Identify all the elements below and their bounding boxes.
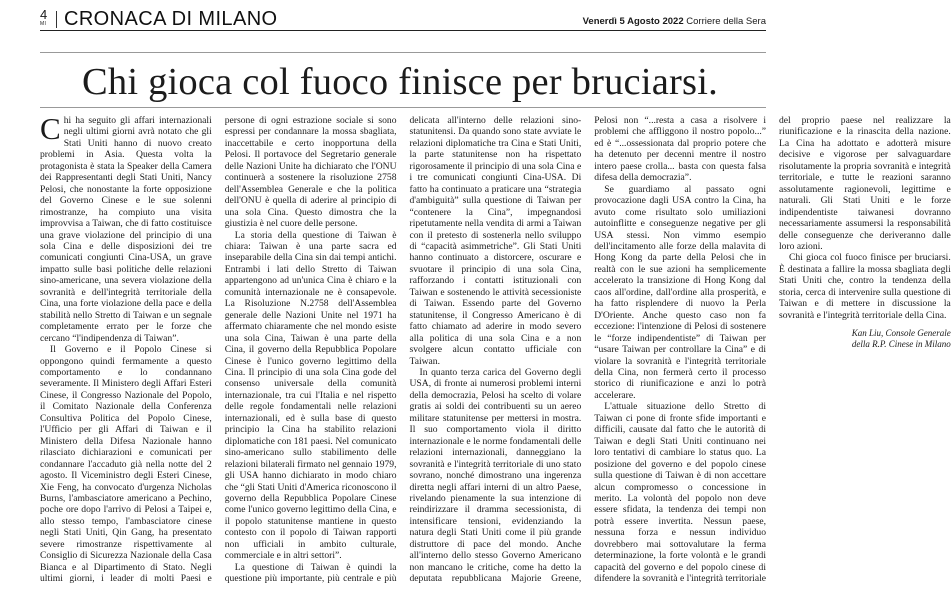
article-paragraph-8: Chi gioca col fuoco finisce per bruciarsi. È destinata a fallire la mossa sbagliata degli Stati Uniti che, contro la tendenza della storia, cerca di intervenire sulla questione di Taiwan e di mettere in discussione la sovranità e l'integrità territoriale della Cina. (779, 252, 951, 321)
signature-name: Kan Liu, Console Generale (851, 328, 951, 339)
signature-role: della R.P. Cinese in Milano (851, 338, 951, 349)
article-paragraph-7: L'attuale situazione dello Stretto di Taiwan ci pone di fronte sfide importanti e difficili, causate dal fatto che le autorità di Taiwan e degli Stati Uniti continuano nei loro tentativi di cambiare lo status quo. La posizione del governo e del popolo cinese sulla questione di Taiwan è di non accettare alcun compromesso o concessione in merito. La volontà del popolo non deve essere sfidata, la tendenza dei tempi non potrà essere invertita. Nessun paese, nessuna forza e nessun individuo dovrebbero mai sottovalutare la ferma determinazione, la forte volontà e le grandi capacità del governo e del popolo cinese di difendere la sovranità e l'integrità territoriale del proprio paese nel realizzare la riunificazione e la rinascita della nazione. La Cina ha adottato e adotterà misure decisive e vigorose per salvaguardare risolutamente la propria sovranità e integrità territoriale, e tutte le reazioni saranno assolutamente ragionevoli, legittime e naturali. Gli Stati Uniti e le forze indipendentiste taiwanesi dovranno necessariamente assumersi la responsabilità delle conseguenze che deriveranno dalle loro azioni. (594, 115, 951, 585)
headline-rule-bottom (40, 107, 766, 108)
page-number-value: 4 (40, 7, 48, 22)
headline-rule-top (40, 52, 766, 53)
article-paragraph-2: Il Governo e il Popolo Cinese si oppongono quindi fermamente a questo comportamento e lo condannano severamente. Il Ministero degli Affari Esteri Cinese, il Congresso Nazionale del Popolo, il Comitato Nazionale della Conferenza Consultiva Politica del Popolo Cinese, l'Ufficio per gli Affari di Taiwan e il Ministero della Difesa Nazionale hanno rilasciato dichiarazioni e comunicati per condannare l'accaduto già nella notte del 2 agosto. Il Viceministro degli Esteri Cinese, Xie Feng, ha convocato d'urgenza Nicholas Burns, l'ambasciatore americano a Pechino, poche ore dopo l'arrivo di Pelosi a Taipei e, allo stesso tempo, l'ambasciatore cinese negli Stati Uniti, Qin Gang, ha presentato severe rimostranze rispettivamente al Consiglio di Sicurezza Nazionale della Casa Bianca e al Dipartimento di Stato. Negli ultimi giorni, i leader di molti Paesi e persone di ogni estrazione sociale si sono espressi per condannare la mossa sbagliata, inaccettabile e certo inopportuna della Pelosi. Il portavoce del Segretario generale delle Nazioni Unite ha dichiarato che l'ONU continuerà a sostenere la risoluzione 2758 dell'Assemblea Generale e che la politica dell'ONU è quella di aderire al principio di una sola Cina. Questo dimostra che la giustizia è nel cuore delle persone. (40, 115, 397, 585)
first-paragraph-text: hi ha seguito gli affari internazionali negli ultimi giorni avrà notato che gli Stati Uniti hanno di nuovo creato problemi in Asia. Questa volta la protagonista è stata la Speaker della Camera dei Rappresentanti degli Stati Uniti, Nancy Pelosi, che nonostante la forte opposizione del Governo Cinese e le sue solenni rimostranze, ha compiuto una visita improvvisa a Taiwan, che di fatto costituisce una grave violazione del principio di una sola Cina e delle disposizioni dei tre comunicati congiunti Cina-USA, un grave impatto sulle basi politiche delle relazioni sino-americane, una severa violazione della sovranità e dell'integrità territoriale della Cina, una forte violazione della pace e della stabilità nello Stretto di Taiwan e un segnale completamente errato per le forze che cercano “l'indipendenza di Taiwan”. (40, 115, 212, 344)
author-signature (779, 328, 951, 349)
article-paragraph-5: In quanto terza carica del Governo degli USA, di fronte ai numerosi problemi interni della democrazia, Pelosi ha scelto di volare gratis ai soldi dei contribuenti su un aereo militare statunitense per mettersi in mostra. Il suo comportamento viola il diritto internazionale e le norme fondamentali delle relazioni internazionali, danneggiano la sovranità e l'integrità territoriale di uno stato sovrano, nonché dimostrano una ingerenza diretta negli affari interni di un altro Paese, rivelando pienamente la sua intenzione di reindirizzare il dramma secessionista, di intensificare tensioni, evidenziando la natura degli Stati Uniti come il più grande distruttore di pace del mondo. Anche all'interno dello stesso Governo Americano non mancano le critiche, come ha detto la deputata repubblicana Majorie Greene, Pelosi non “...resta a casa a risolvere i problemi che affliggono il nostro popolo...” ed è “...ossessionata dal proprio potere che ha detenuto per decenni mentre il nostro intero paese crolla... basta con questa falsa difesa della democrazia”. (409, 115, 766, 585)
article-headline: Chi gioca col fuoco finisce per bruciarsi. (82, 61, 718, 103)
article-paragraph-1 (40, 111, 212, 344)
article-body (40, 111, 951, 587)
issue-date: Venerdì 5 Agosto 2022 (582, 16, 684, 27)
article-paragraph-3: La storia della questione di Taiwan è chiara: Taiwan è una parte sacra ed inseparabile della Cina sin dai tempi antichi. Entrambi i lati dello Stretto di Taiwan appartengono ad un'unica Cina è chiaro e la comunità internazionale ne è consapevole. La Risoluzione N.2758 dell'Assemblea generale delle Nazioni Unite nel 1971 ha affermato chiaramente che nel mondo esiste una sola Cina, Taiwan è una parte della Cina, il governo della Repubblica Popolare Cinese è l'unico governo legittimo della Cina. Il principio di una sola Cina gode del consenso universale della comunità internazionale, tra cui l'Italia e nel rispetto delle regole fondamentali nelle relazioni internazionali, ed è sulla base di questo principio la Cina ha stabilito relazioni diplomatiche con 181 paesi. Nel comunicato sino-americano sullo stabilimento delle relazioni bilaterali firmato nel gennaio 1979, gli USA hanno dichiarato in modo chiaro che “gli Stati Uniti d'America riconoscono il governo della Repubblica Popolare Cinese come l'unico governo legittimo della Cina, e il popolo statunitense mantiene in questo contesto con il popolo di Taiwan rapporti non ufficiali in ambito culturale, commerciale e in altri settori”. (224, 229, 397, 562)
page-number (40, 9, 47, 27)
dateline (583, 16, 766, 27)
page-header (40, 8, 766, 31)
header-divider (56, 11, 57, 28)
newspaper-name: Corriere della Sera (686, 16, 766, 27)
drop-cap: C (40, 111, 61, 146)
article-paragraph-6: Se guardiamo al passato ogni provocazione dagli USA contro la Cina, ha avuto come risultato solo umiliazioni autoinflitte e conseguenze negative per gli USA stessi. Non vimmo esempio dell'incitamento alle forze della malavita di Hong Kong da parte della Pelosi che in realtà con le sue azioni ha semplicemente accelerato la transizione di Hong Kong dal caos all'ordine, dall'ordine alla prosperità, e ha fatto risplendere di nuovo la Perla D'Oriente. Anche questo caso non fa eccezione: l'intenzione di Pelosi di sostenere le “forze indipendentiste” di Taiwan per “usare Taiwan per controllare la Cina” e di violare la sovranità e l'integrità territoriale della Cina, non fermerà certo il processo storico di riunificazione e anzi lo potrà accelerare. (594, 183, 766, 401)
page-edition-mark: MI (40, 21, 47, 27)
article-paragraph-4: La questione di Taiwan è quindi la questione più importante, più centrale e più delicata all'interno delle relazioni sino-statunitensi. Da quando sono state avviate le relazioni diplomatiche tra Cina e Stati Uniti, la parte statunitense non ha rispettato rigorosamente il principio di una sola Cina e i tre comunicati congiunti Cina-USA. Di fatto ha continuato a praticare una “strategia d'ambiguità” sulla questione di Taiwan per “contenere la Cina”, impegnandosi ripetutamente nella vendita di armi a Taiwan con il pretesto di sostenerla nello sviluppo di “capacità asimmetriche”. Gli Stati Uniti hanno continuato a distorcere, oscurare e svuotare il principio di una sola Cina, rafforzando i contatti istituzionali con Taiwan e sostenendo le attività secessioniste di Taiwan. Essendo parte del Governo statunitense, il Congresso Americano è di fatto chiamato ad aderire in modo severo alla politica di una sola Cina e a non svolgere alcun contatto ufficiale con Taiwan. (224, 115, 582, 585)
section-title: CRONACA DI MILANO (64, 8, 278, 30)
